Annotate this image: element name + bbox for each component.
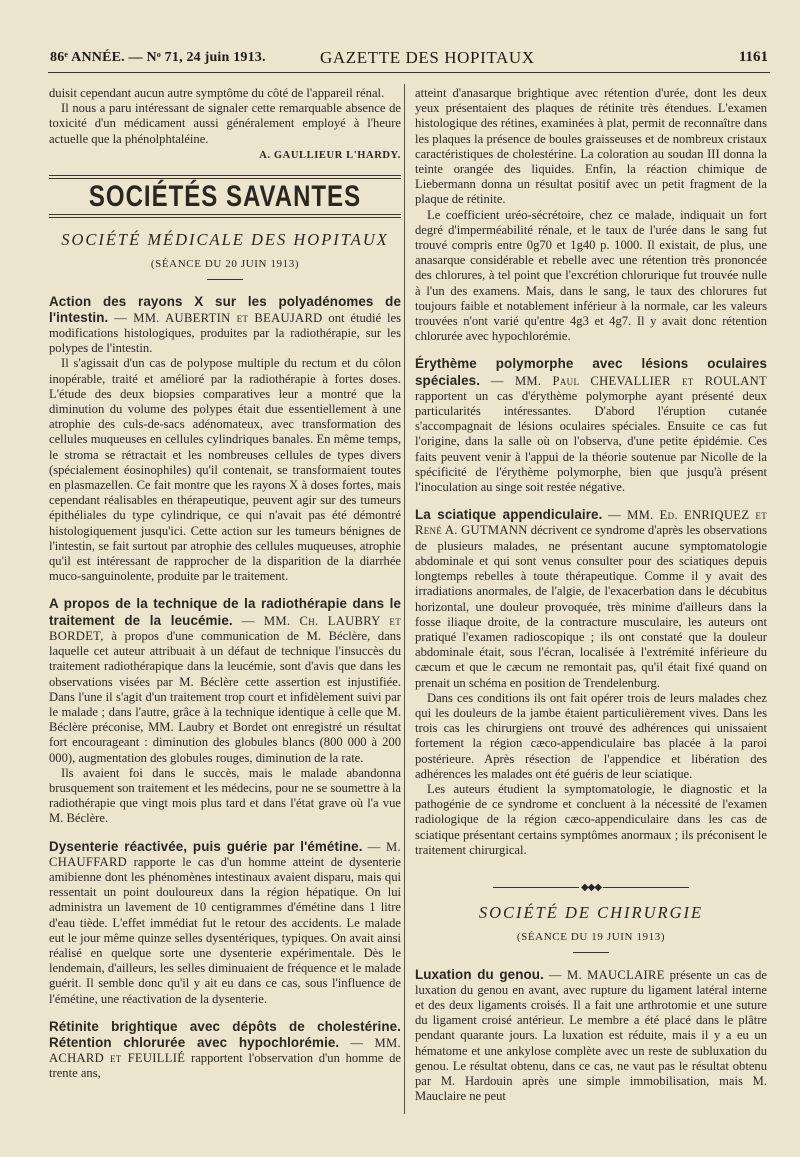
left-column bbox=[49, 86, 401, 1082]
society-title-chirurgie: SOCIÉTÉ DE CHIRURGIE bbox=[478, 903, 704, 923]
society-title: SOCIÉTÉ MÉDICALE DES HOPITAUX bbox=[61, 230, 389, 250]
section-rule-bottom bbox=[49, 214, 401, 218]
article-luxation bbox=[415, 967, 767, 1105]
article-text: à propos d'une communication de M. Béclère, dans laquelle cet auteur attribuait à un défaut de technique l'insuccès du traitement radiothérapique dans la leucémie, sont d'avis que dans les observations visées par M. Béclère cette assertion est injustifiée. Dans l'une il s'agit d'un traitement trop court et infidèlement suivi par le malade ; dans l'autre, grâce à la technique identique à celle que M. Béclère préconise, MM. Laubry et Bordet ont enregistré un résultat fort encourageant : diminution des globules blancs (800 000 à 200 000), augmentation des globules rouges, diminution de la rate. bbox=[49, 628, 402, 765]
article-text: rapporte le cas d'un homme atteint de dysenterie amibienne dont les phénomènes intestinaux avaient disparu, mais qui ressentait un point douloureux dans la région hépatique. On lui administra un lavement de 10 centigrammes d'émétine dans 1 litre d'eau tiède. L'effet immédiat fut le retour des accidents. Le malade eut le jour même quinze selles dysentériques, typiques. On avait ainsi réalisé en quelque sorte une dysenterie expérimentale. Dès le lendemain, d'ailleurs, les selles diminuaient de fréquence et le malade guérit. Il semble donc qu'il y ait eu dans ce cas, sous l'influence de l'émétine, une réactivation de la dysenterie. bbox=[49, 854, 401, 1006]
article-retinite bbox=[49, 1019, 401, 1082]
article-heading: A propos de la technique de la radiothérapie dans le traitement de la leucémie. bbox=[49, 596, 401, 628]
article-heading: Action des rayons X sur les polyadénomes de l'intestin. bbox=[49, 293, 401, 325]
page-number: 1161 bbox=[738, 49, 768, 65]
article-paragraph: Il s'agissait d'un cas de polypose multiple du rectum et du côlon inopérable, traité et amélioré par la radiothérapie à fortes doses. L'étude des deux biopsies comparatives leur a montré que la diminution du volume des polypes était due essentiellement à une atrophie des culs-de-sacs adénomateux, avec transformation des cellules muqueuses en cellules cylindriques banales. En même temps, le stroma se rétractait et les nombreuses cellules de types divers (spécialement éosinophiles) qu'il contenait, se transformaient toutes en plasmazellen. Ce fait montre que les rayons X à doses fortes, mais cependant réalisables en thérapeutique, peuvent agir sur des tumeurs épithéliales du type cylindrique, ce qui n'avait pas été démontré histologiquement jusqu'ici. Cette action sur les tumeurs bénignes de l'intestin, se fait surtout par atrophie des cellules muqueuses, atrophie qu'il est intéressant de rapprocher de la disparition de la diarrhée muco-sanguinolente, produite par le traitement. bbox=[49, 356, 401, 584]
short-rule bbox=[207, 279, 243, 280]
article-authors: — MM. Ch. LAUBRY et BORDET, bbox=[49, 613, 402, 643]
article-text: rapportent un cas d'érythème polymorphe ayant présenté deux particularités intéressantes. D'abord l'éruption cutanée s'accompagnait de lésions oculaires spéciales. Ensuite ce cas fut l'origine, dans la salle où on l'observa, d'une petite épidémie. Ces faits peuvent venir à l'appui de la théorie soutenue par Nicolle de la spécificité de l'érythème polymorphe, bien que jusqu'à présent l'inoculation au singe soit restée négative. bbox=[415, 388, 767, 495]
article-authors: — MM. Ed. ENRIQUEZ et René A. GUTMANN bbox=[415, 508, 767, 538]
issue-line: 86ᵉ ANNÉE. — Nᵒ 71, 24 juin 1913. bbox=[50, 50, 266, 65]
intro-paragraph-2: Il nous a paru intéressant de signaler cette remarquable absence de toxicité d'un médicament aussi généralement employé à l'heure actuelle que la phénolphtaléine. bbox=[49, 101, 401, 146]
article-paragraph: Dans ces conditions ils ont fait opérer trois de leurs malades chez qui les douleurs de la jambe étaient particulièrement vives. Dans les trois cas les chirurgiens ont trouvé des adhérences qui unissaient fortement la région cæco-appendiculaire bas placée à la paroi postérieure. Après résection de l'appendice et libération des adhérences les malades ont été guéris de leur sciatique. bbox=[415, 690, 767, 781]
article-radiotherapie-leucemie bbox=[49, 596, 401, 826]
article-sciatique bbox=[415, 507, 767, 858]
article-paragraph: Le coefficient uréo-sécrétoire, chez ce malade, indiquait un fort degré d'imperméabilité rénale, et le taux de l'urée dans le sang fut trouvé compris entre 0g70 et 1g40 p. 1000. Il existait, de plus, une anasarque considérable et rebelle avec une rétention très prononcée des chlorures, à tel point que l'excrétion chlorurique fut trouvée nulle à l'un des examens. Mais, dans le sang, le taux des chlorures fut toujours faible et notablement inférieur à la normale, car les valeurs trouvées n'ont varié qu'entre 4g3 et 4g7. Il y avait donc rétention chlorurée avec hypochlorémie. bbox=[415, 207, 767, 344]
short-rule bbox=[573, 952, 609, 953]
article-erytheme bbox=[415, 356, 767, 495]
right-column bbox=[415, 86, 767, 1104]
seance-date: (SÉANCE DU 20 JUIN 1913) bbox=[150, 258, 300, 271]
continued-paragraph: atteint d'anasarque brightique avec rétention d'urée, dont les deux yeux présentaient des plaques de rétinite très étendues. L'examen histologique des rétines, examinées à plat, permit de reconnaître dans les plaques la présence de boules graisseuses et de nombreux cristaux caractéristiques de cholestérine. La coloration au soudan III donna la teinte orangée des liquides. Enfin, la réaction chimique de Liebermann donna un résultat positif avec un petit fragment de la plaque de rétinite. bbox=[415, 86, 767, 207]
article-heading: Érythème polymorphe avec lésions oculaires spéciales. bbox=[415, 356, 767, 388]
running-header bbox=[50, 47, 768, 69]
ornament-divider: ◆◆◆ bbox=[415, 880, 767, 895]
article-dysenterie bbox=[49, 839, 401, 1007]
article-rayons-x bbox=[49, 294, 401, 585]
article-authors: — MM. AUBERTIN et BEAUJARD bbox=[114, 310, 323, 325]
article-text: ont étudié les modifications histologiques, produites par la radiothérapie, sur les polypes de l'intestin. bbox=[49, 310, 401, 356]
article-authors: — M. CHAUFFARD bbox=[49, 839, 401, 869]
header-rule bbox=[48, 72, 770, 73]
intro-paragraph-1: duisit cependant aucun autre symptôme du côté de l'appareil rénal. bbox=[49, 86, 385, 100]
section-title: SOCIÉTÉS SAVANTES bbox=[88, 179, 362, 214]
journal-title: GAZETTE DES HOPITAUX bbox=[320, 48, 535, 67]
section-rule-top bbox=[49, 175, 401, 179]
author-signature: A. GAULLIEUR L'HARDY. bbox=[259, 149, 401, 161]
article-authors: — MM. ACHARD et FEUILLIÉ bbox=[49, 1035, 401, 1066]
article-heading: Rétinite brightique avec dépôts de cholestérine. Rétention chlorurée avec hypochlorémie. bbox=[49, 1018, 401, 1050]
column-divider bbox=[404, 84, 405, 1114]
article-paragraph: Les auteurs étudient la symptomatologie, le diagnostic et la pathogénie de ce syndrome et concluent à la nécessité de l'examen radiologique de la région cæco-appendiculaire dans les cas de sciatique présentant certains symptômes anormaux ; ils préconisent le traitement chirurgical. bbox=[415, 781, 767, 857]
article-authors: — MM. Paul CHEVALLIER et ROULANT bbox=[490, 373, 767, 388]
article-heading: La sciatique appendiculaire. bbox=[415, 507, 603, 523]
article-text: rapportent l'observation d'un homme de trente ans, bbox=[49, 1051, 401, 1081]
article-heading: Luxation du genou. bbox=[415, 966, 544, 982]
article-text: présente un cas de luxation du genou en avant, avec rupture du ligament latéral interne et des deux ligaments croisés. Il a fait une arthrotomie et une suture du ligament croisé antérieur. Le membre a été placé dans le plâtre pendant quarante jours. La luxation est réduite, mais il y a eu un hématome et une ankylose complète avec un reste de subluxation du genou. Le résultat obtenu, dans ce cas, ne vaut pas le résultat obtenu par M. Hardouin après une simple immobilisation, mais M. Mauclaire ne peut bbox=[415, 967, 768, 1104]
seance-date: (SÉANCE DU 19 JUIN 1913) bbox=[516, 931, 666, 944]
article-paragraph: Ils avaient foi dans le succès, mais le malade abandonna brusquement son traitement et les médecins, pour ne se soumettre à la radiothérapie que vingt mois plus tard et dans l'état grave où l'a vue M. Béclère. bbox=[49, 765, 401, 826]
article-authors: — M. MAUCLAIRE bbox=[548, 967, 665, 982]
article-heading: Dysenterie réactivée, puis guérie par l'émétine. bbox=[49, 838, 363, 854]
article-text: décrivent ce syndrome d'après les observations de plusieurs malades, ne présentant aucune symptomatologie abdominale et qui sont venus consulter pour des sciatiques depuis longtemps rebelles à toute thérapeutique. Comme il y avait des irradiations anormales, de l'algie, de l'exacerbation dans le décubitus horizontal, une douleur provoquée, très minime d'ailleurs dans la fosse iliaque droite, de la contracture musculaire, les auteurs ont pratiqué l'examen radioscopique ; ils ont constaté que la douleur abdominale était, sous l'écran, localisée à l'extrémité inférieure du cæcum et que le cæcum ne remontait pas, qu'il était fixé quand on prenait un schéma en position de Trendelenburg. bbox=[415, 523, 767, 690]
